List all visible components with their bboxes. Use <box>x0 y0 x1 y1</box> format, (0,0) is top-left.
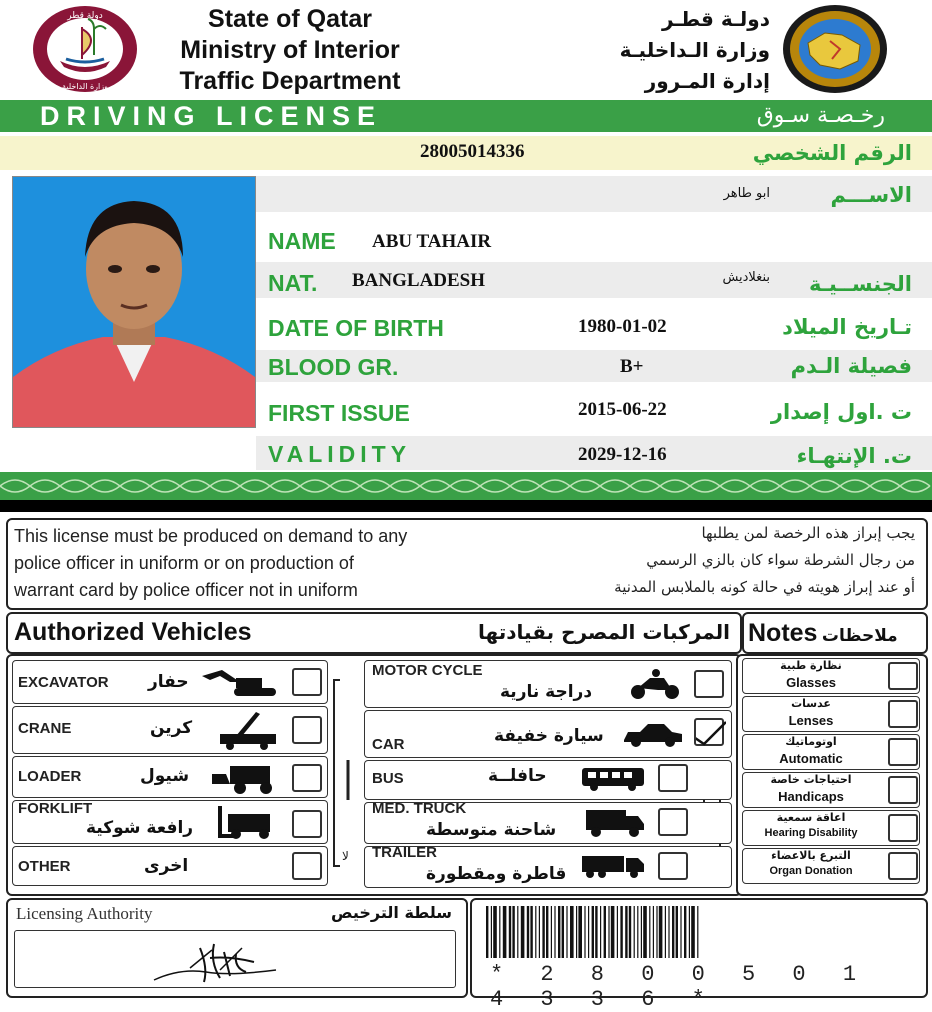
crane-checkbox[interactable] <box>292 716 322 744</box>
barcode <box>482 906 912 958</box>
barcode-digits: * 2 8 0 0 5 0 1 4 3 3 6 * <box>490 962 869 1012</box>
other-checkbox[interactable] <box>292 852 322 880</box>
vehicle-excavator-label-ar: حفار <box>148 672 189 692</box>
note-checkbox[interactable] <box>888 852 918 880</box>
notes-title-en: Notes <box>748 619 818 647</box>
header-state: State of Qatar <box>208 5 372 33</box>
name-value-ar: ابو طاهر <box>723 186 770 201</box>
holder-photo <box>12 176 256 428</box>
license-front <box>0 0 932 500</box>
vehicle-forklift-label: FORKLIFT <box>18 800 93 817</box>
bracket-decoration <box>330 660 364 888</box>
vehicle-med-truck-label-ar: شاحنة متوسطة <box>426 820 557 840</box>
authorized-title-ar: المركبات المصرح بقيادتها <box>478 620 730 644</box>
svg-text:وزارة الداخلية: وزارة الداخلية <box>62 82 108 91</box>
crane-truck-icon <box>216 710 280 750</box>
dob-label-ar: تـاريخ الميلاد <box>782 315 912 339</box>
note-label: Hearing Disability <box>764 827 858 839</box>
vehicle-loader-label: LOADER <box>18 768 82 785</box>
note-checkbox[interactable] <box>888 776 918 804</box>
note-label-ar: نظارة طبية <box>780 659 842 672</box>
vehicle-med-truck-label: MED. TRUCK <box>372 800 467 817</box>
nationality-value: BANGLADESH <box>352 270 486 291</box>
loader-checkbox[interactable] <box>292 764 322 792</box>
notice-ar-line: أو عند إبراز هويته في حالة كونه بالملابس المدنية <box>614 578 915 596</box>
validity-value: 2029-12-16 <box>578 444 667 465</box>
vehicle-trailer-label-ar: قاطرة ومقطورة <box>426 864 567 884</box>
header-ar-state: دولـة قطـر <box>662 7 770 31</box>
note-label: Automatic <box>779 751 843 766</box>
excavator-checkbox[interactable] <box>292 668 322 696</box>
vehicle-loader-label-ar: شيول <box>140 766 190 786</box>
bus-icon <box>580 766 646 792</box>
trailer-checkbox[interactable] <box>658 852 688 880</box>
svg-text:لا: لا <box>342 849 349 863</box>
vehicle-bus-label: BUS <box>372 770 404 787</box>
notice-en-line: police officer in uniform or on production of <box>14 553 354 573</box>
svg-text:دولة قطر: دولة قطر <box>67 11 103 21</box>
car-icon <box>622 722 684 748</box>
title-arabic: رخـصـة سـوق <box>756 103 885 128</box>
first-issue-label-ar: ت .اول إصدار <box>770 400 912 424</box>
vehicle-other-label: OTHER <box>18 858 71 875</box>
vehicle-crane-label-ar: كرين <box>150 718 193 738</box>
signature-image <box>150 938 280 988</box>
gcc-emblem-icon <box>780 3 890 95</box>
note-label-ar: اوتوماتيك <box>785 735 837 748</box>
nationality-value-ar: بنغلاديش <box>722 270 770 285</box>
header-english <box>150 4 430 97</box>
licensing-authority-label-ar: سلطة الترخيص <box>331 903 452 922</box>
truck-icon <box>584 808 646 838</box>
checkmark-icon <box>696 720 726 748</box>
dob-value: 1980-01-02 <box>578 316 667 337</box>
header-department: Traffic Department <box>179 67 401 95</box>
note-label: Lenses <box>788 713 834 728</box>
personal-number-label-ar: الرقم الشخصي <box>752 141 912 165</box>
nationality-label-ar: الجنســيـة <box>808 272 912 296</box>
note-checkbox[interactable] <box>888 814 918 842</box>
motorcycle-icon <box>628 668 682 700</box>
vehicle-trailer-label: TRAILER <box>372 844 437 861</box>
vehicle-motorcycle-label: MOTOR CYCLE <box>372 662 483 679</box>
note-label: Glasses <box>786 675 836 690</box>
note-checkbox[interactable] <box>888 700 918 728</box>
dob-label: DATE OF BIRTH <box>268 315 444 341</box>
vehicle-other-label-ar: اخرى <box>144 856 189 876</box>
note-label-ar: اعاقة سمعية <box>776 811 846 824</box>
notice-ar-line: من رجال الشرطة سواء كان بالزي الرسمي <box>646 551 915 569</box>
car-checkbox[interactable] <box>694 718 724 746</box>
vehicle-car-label-ar: سيارة خفيفة <box>494 726 604 746</box>
note-label-ar: احتياجات خاصة <box>770 773 852 786</box>
authorized-title-en: Authorized Vehicles <box>14 618 252 646</box>
bus-checkbox[interactable] <box>658 764 688 792</box>
name-label-ar: الاســـم <box>830 183 912 207</box>
header-ar-department: إدارة المـرور <box>644 69 770 93</box>
licensing-authority-label: Licensing Authority <box>16 904 153 923</box>
blood-group-label: BLOOD GR. <box>268 354 399 380</box>
blood-group-value: B+ <box>620 356 644 377</box>
decorative-pattern <box>0 472 932 500</box>
note-label-ar: التبرع بالاعضاء <box>771 849 851 862</box>
forklift-checkbox[interactable] <box>292 810 322 838</box>
note-label-ar: عدسات <box>791 697 831 710</box>
note-checkbox[interactable] <box>888 738 918 766</box>
excavator-icon <box>200 668 280 698</box>
notice-en-line: warrant card by police officer not in uniform <box>14 580 358 600</box>
validity-label: VALIDITY <box>268 441 412 467</box>
nationality-label: NAT. <box>268 270 318 296</box>
card-divider <box>0 500 932 512</box>
forklift-icon <box>214 804 280 840</box>
trailer-icon <box>580 852 646 880</box>
loader-icon <box>210 760 280 794</box>
header-arabic <box>590 4 770 97</box>
header-ar-ministry: وزارة الـداخليـة <box>619 38 770 62</box>
first-issue-label: FIRST ISSUE <box>268 400 410 426</box>
notes-header <box>748 619 920 648</box>
notice-english <box>14 523 407 604</box>
personal-number-value: 28005014336 <box>420 141 525 162</box>
blood-group-label-ar: فصيلة الـدم <box>790 354 912 378</box>
vehicle-crane-label: CRANE <box>18 720 72 737</box>
note-checkbox[interactable] <box>888 662 918 690</box>
validity-label-ar: ت. الإنتهـاء <box>796 444 912 468</box>
notice-en-line: This license must be produced on demand to any <box>14 526 408 546</box>
note-label: Handicaps <box>778 789 844 804</box>
vehicle-bus-label-ar: حافلــة <box>488 766 547 786</box>
vehicle-forklift-label-ar: رافعة شوكية <box>86 818 194 838</box>
name-label: NAME <box>268 228 336 254</box>
title-english: DRIVING LICENSE <box>40 101 383 131</box>
name-value: ABU TAHAIR <box>372 231 492 252</box>
vehicle-car-label: CAR <box>372 736 405 753</box>
notes-title-ar: ملاحظات <box>821 626 898 646</box>
motorcycle-checkbox[interactable] <box>694 670 724 698</box>
header-ministry: Ministry of Interior <box>180 36 400 64</box>
vehicle-motorcycle-label-ar: دراجة نارية <box>500 682 593 702</box>
ministry-emblem-icon <box>30 3 140 95</box>
med-truck-checkbox[interactable] <box>658 808 688 836</box>
first-issue-value: 2015-06-22 <box>578 399 667 420</box>
notice-arabic <box>500 520 915 601</box>
note-label: Organ Donation <box>769 865 853 877</box>
notice-ar-line: يجب إبراز هذه الرخصة لمن يطلبها <box>701 524 915 542</box>
vehicle-excavator-label: EXCAVATOR <box>18 674 109 691</box>
